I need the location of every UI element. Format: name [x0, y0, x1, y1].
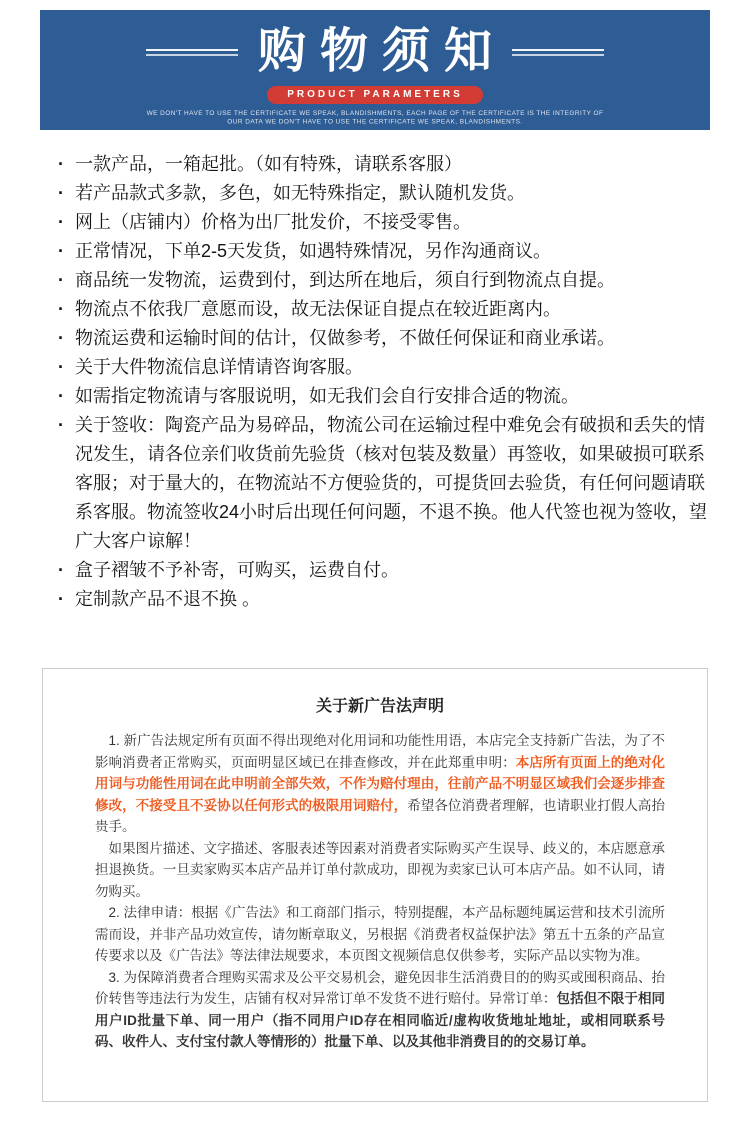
notice-item-4: · 正常情况，下单2-5天发货，如遇特殊情况，另作沟通商议。: [58, 237, 710, 266]
banner: [40, 10, 710, 130]
notice-item-9: · 如需指定物流请与客服说明，如无我们会自行安排合适的物流。: [58, 382, 710, 411]
banner-title-row: [40, 10, 710, 79]
declaration-paragraph-3: [95, 967, 665, 1053]
p3-normal-text: 3. 为保障消费者合理购买需求及公平交易机会，避免因非生活消费目的的购买或囤积商品、抬价转售等违法行为发生，店铺有权对异常订单不发货不进行赔付。异常订单：: [95, 969, 665, 1006]
declaration-paragraph-2: 2. 法律申请：根据《广告法》和工商部门指示，特别提醒，本产品标题纯属运营和技术引流所需而设，并非产品功效宣传，请勿断章取义，另根据《消费者权益保护法》第五十五条的产品宣传要求以及《广告法》等法律法规要求，本页图文视频信息仅供参考，实际产品以实物为准。: [95, 905, 665, 963]
p1-normal-text: 1. 新广告法规定所有页面不得出现绝对化用词和功能性用语，本店完全支持新广告法，为了不影响消费者正常购买，页面明显区域已在排查修改，并在此郑重申明：: [95, 733, 665, 770]
declaration-paragraph-1b: 如果图片描述、文字描述、客服表述等因素对消费者实际购买产生误导、歧义的，本店愿意承担退换货。一旦卖家购买本店产品并订单付款成功，即视为卖家已认可本店产品。如不认同，请勿购买。: [95, 840, 665, 899]
banner-left-line: [146, 49, 238, 56]
banner-tagline-line2: OUR DATA WE DON'T HAVE TO USE THE CERTIFICATE WE SPEAK, BLANDISHMENTS.: [227, 118, 523, 126]
declaration-title: 关于新广告法声明: [315, 698, 444, 715]
notice-item-5: · 商品统一发物流，运费到付，到达所在地后，须自行到物流点自提。: [58, 266, 710, 295]
notice-item-3: · 网上（店铺内）价格为出厂批发价，不接受零售。: [58, 208, 710, 237]
page-title: 购物须知: [257, 25, 506, 78]
p1-highlighted-text: 本店所有页面上的绝对化用词与功能性用词在此申明前全部失效，不作为赔付理由，往前产品不明显区域我们会逐步排查修改，不接受且不妥协以任何形式的极限用词赔付，: [95, 754, 666, 813]
p3-bold-text: 包括但不限于相同用户ID批量下单、同一用户（指不同用户ID存在相同临近/虚构收货地址地址，或相同联系号码、收件人、支付宝付款人等情形的）批量下单、以及其他非消费目的的交易订单。: [95, 991, 666, 1049]
notice-item-6: · 物流点不依我厂意愿而设，故无法保证自提点在较近距离内。: [58, 295, 710, 324]
notice-item-10: · 关于签收：陶瓷产品为易碎品，物流公司在运输过程中难免会有破损和丢失的情况发生，请各位亲们收货前先验货（核对包装及数量）再签收，如果破损可联系客服；对于量大的，在物流站不方便验货的，可提货回去验货，有任何问题请联系客服。物流签收24小时后出现任何问题，不退不换。他人代签也视为签收，望广大客户谅解！: [58, 411, 710, 556]
notice-item-7: · 物流运费和运输时间的估计，仅做参考，不做任何保证和商业承诺。: [58, 324, 710, 353]
ad-law-declaration-box: [42, 668, 708, 1102]
product-parameters-badge: PRODUCT PARAMETERS: [267, 86, 482, 104]
declaration-paragraph-1: [95, 730, 665, 838]
notice-item-12: · 定制款产品不退不换 。: [58, 585, 710, 614]
notice-item-1: · 一款产品，一箱起批。（如有特殊，请联系客服）: [58, 150, 710, 179]
notice-list: [58, 150, 710, 614]
banner-tagline: [67, 110, 683, 127]
notice-item-11: · 盒子褶皱不予补寄，可购买，运费自付。: [58, 556, 710, 585]
p1-tail-text: 希望各位消费者理解，也请职业打假人高抬贵手。: [95, 797, 666, 834]
banner-tagline-line1: WE DON'T HAVE TO USE THE CERTIFICATE WE SPEAK, BLANDISHMENTS, EACH PAGE OF THE CERTIFICATE IS THE INTEGRITY OF: [146, 110, 604, 117]
notice-item-8: · 关于大件物流信息详情请咨询客服。: [58, 353, 710, 382]
banner-right-line: [512, 49, 604, 56]
notice-item-2: · 若产品款式多款，多色，如无特殊指定，默认随机发货。: [58, 179, 710, 208]
